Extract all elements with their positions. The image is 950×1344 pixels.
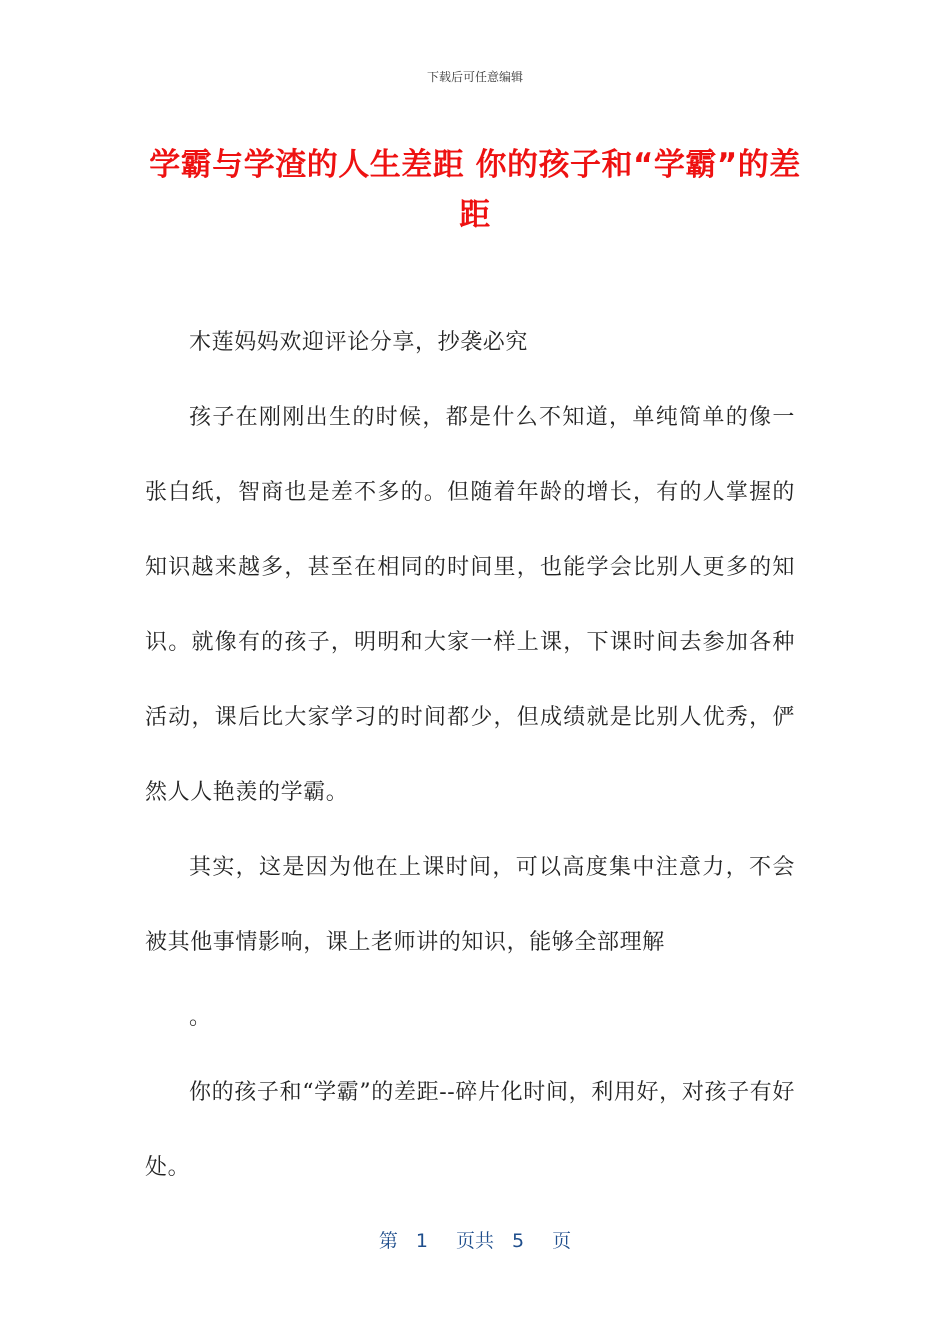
footer-prefix: 第	[378, 1230, 398, 1252]
paragraph: 其实，这是因为他在上课时间，可以高度集中注意力，不会被其他事情影响，课上老师讲的知识，能够全部理解	[145, 855, 795, 955]
footer-suffix: 页	[552, 1230, 572, 1252]
paragraph: 木莲妈妈欢迎评论分享，抄袭必究	[189, 330, 529, 355]
document-title: 学霸与学渣的人生差距 你的孩子和“学霸”的差距	[149, 147, 801, 233]
paragraph: 你的孩子和“学霸”的差距--碎片化时间，利用好，对孩子有好处。	[145, 1080, 795, 1180]
document-body	[145, 305, 795, 1205]
header-note: 下载后可任意编辑	[426, 70, 523, 84]
paragraph: 孩子在刚刚出生的时候，都是什么不知道，单纯简单的像一张白纸，智商也是差不多的。但随着年龄的增长，有的人掌握的知识越来越多，甚至在相同的时间里，也能学会比别人更多的知识。就像有的孩子，明明和大家一样上课，下课时间去参加各种活动，课后比大家学习的时间都少，但成绩就是比别人优秀，俨然人人艳羡的学霸。	[145, 405, 795, 805]
footer-mid: 页共	[455, 1230, 494, 1252]
footer-page-number: 1	[415, 1230, 428, 1252]
paragraph: 。	[189, 1005, 212, 1030]
page-footer	[0, 1226, 950, 1253]
footer-total-pages: 5	[512, 1230, 525, 1252]
